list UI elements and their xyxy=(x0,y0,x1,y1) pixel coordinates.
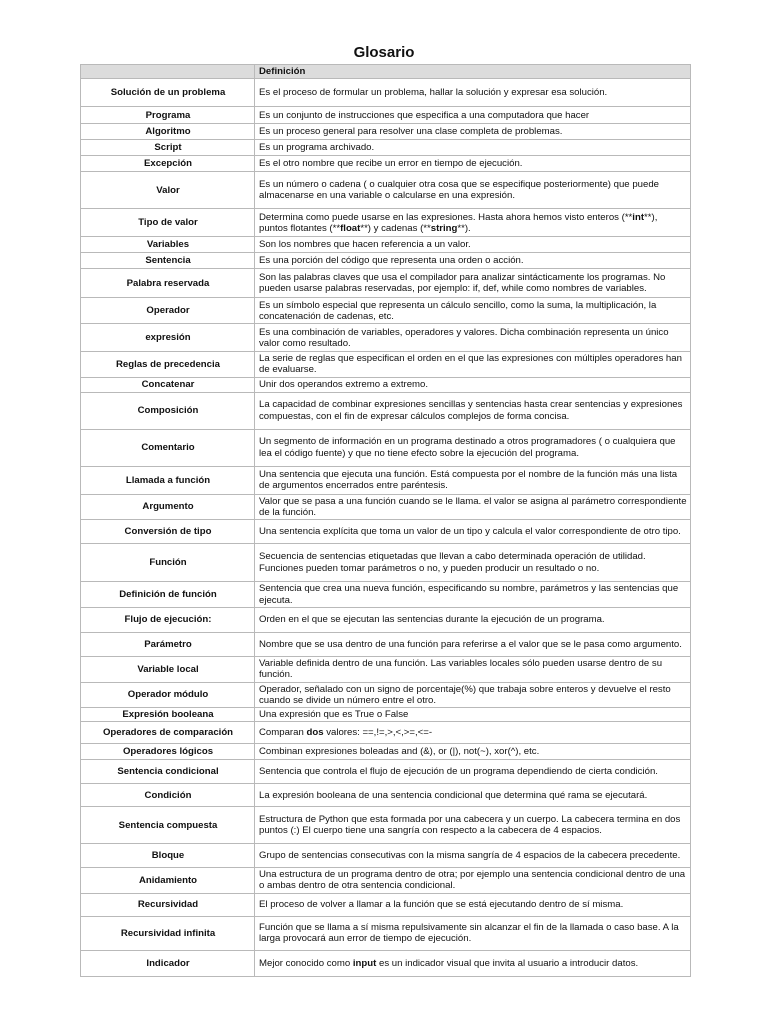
term-cell: Definición de función xyxy=(81,582,255,608)
header-term-cell xyxy=(81,65,255,79)
table-row xyxy=(81,429,691,466)
definition-cell xyxy=(255,466,691,494)
definition-cell xyxy=(255,172,691,209)
definition-cell xyxy=(255,544,691,582)
definition-cell xyxy=(255,608,691,633)
definition-cell xyxy=(255,107,691,124)
definition-cell xyxy=(255,324,691,352)
table-row xyxy=(81,79,691,107)
term-cell: Expresión booleana xyxy=(81,707,255,721)
table-row xyxy=(81,544,691,582)
header-definition-cell: Definición xyxy=(255,65,691,79)
table-row xyxy=(81,807,691,844)
term-cell: Recursividad infinita xyxy=(81,916,255,950)
definition-cell xyxy=(255,784,691,807)
definition-text: **), puntos flotantes (** xyxy=(259,211,658,234)
term-cell: Sentencia condicional xyxy=(81,760,255,784)
table-row xyxy=(81,107,691,124)
term-cell: Concatenar xyxy=(81,377,255,392)
table-row xyxy=(81,466,691,494)
table-row xyxy=(81,657,691,682)
glossary-table xyxy=(80,64,691,977)
definition-cell xyxy=(255,657,691,682)
term-cell: Excepción xyxy=(81,156,255,172)
definition-text: Variable definida dentro de una función. Las variables locales sólo pueden usarse dentro de su función. xyxy=(259,658,663,681)
table-row xyxy=(81,377,691,392)
table-row xyxy=(81,893,691,916)
definition-text: Orden en el que se ejecutan las sentencias durante la ejecución de un programa. xyxy=(259,614,605,626)
term-cell: Argumento xyxy=(81,494,255,519)
table-row xyxy=(81,140,691,156)
term-cell: Operador xyxy=(81,298,255,324)
definition-text: Es el otro nombre que recibe un error en tiempo de ejecución. xyxy=(259,158,523,170)
definition-text: Grupo de sentencias consecutivas con la misma sangría de 4 espacios de la cabecera precedente. xyxy=(259,850,681,862)
definition-cell xyxy=(255,633,691,657)
term-cell: Composición xyxy=(81,392,255,429)
term-cell: Bloque xyxy=(81,844,255,868)
definition-text: Estructura de Python que esta formada por una cabecera y un cuerpo. La cabecera termina en dos puntos (:) El cuerpo tiene una sangría con respecto a la cabecera de 4 espacios. xyxy=(259,813,681,837)
definition-text: Secuencia de sentencias etiquetadas que llevan a cabo determinada operación de utilidad. Funciones pueden tomar parámetros o no, y pueden producir un resultado o no. xyxy=(259,551,646,574)
definition-cell xyxy=(255,237,691,253)
definition-cell xyxy=(255,707,691,721)
term-cell: Parámetro xyxy=(81,633,255,657)
table-row xyxy=(81,494,691,519)
definition-text: Es un programa archivado. xyxy=(259,142,375,154)
term-cell: Función xyxy=(81,544,255,582)
definition-text: Sentencia que controla el flujo de ejecución de un programa dependiendo de cierta condición. xyxy=(259,766,658,778)
term-cell: Operador módulo xyxy=(81,682,255,707)
term-cell: Sentencia xyxy=(81,253,255,269)
definition-bold-text: input xyxy=(352,957,377,969)
term-cell: Reglas de precedencia xyxy=(81,352,255,377)
term-cell: Solución de un problema xyxy=(81,79,255,107)
term-cell: Tipo de valor xyxy=(81,209,255,237)
definition-cell xyxy=(255,520,691,544)
definition-text: Es una porción del código que representa una orden o acción. xyxy=(259,255,524,267)
definition-text: Es una combinación de variables, operadores y valores. Dicha combinación representa un único valor como resultado. xyxy=(259,326,669,349)
table-row xyxy=(81,633,691,657)
term-cell: Recursividad xyxy=(81,893,255,916)
definition-cell xyxy=(255,844,691,868)
definition-text: La expresión booleana de una sentencia condicional que determina qué rama se ejecutará. xyxy=(259,789,648,801)
definition-text: Son las palabras claves que usa el compilador para analizar sintácticamente los programas. No pueden usarse palabras reservadas, por ejemplo: if, def, while como nombres de variables. xyxy=(259,272,666,295)
page-title: Glosario xyxy=(353,44,415,61)
term-cell: Llamada a función xyxy=(81,466,255,494)
term-cell: Indicador xyxy=(81,950,255,976)
table-row xyxy=(81,156,691,172)
definition-text: Comparan xyxy=(259,727,307,739)
term-cell: Comentario xyxy=(81,429,255,466)
definition-text: La serie de reglas que especifican el orden en el que las expresiones con múltiples operadores han de evaluarse. xyxy=(259,353,682,376)
definition-bold-text: string xyxy=(430,222,458,234)
term-cell: Operadores lógicos xyxy=(81,744,255,760)
definition-bold-text: dos xyxy=(306,727,324,739)
term-cell: Script xyxy=(81,140,255,156)
definition-text: Una sentencia explícita que toma un valor de un tipo y calcula el valor correspondiente de otro tipo. xyxy=(259,525,681,537)
table-row xyxy=(81,209,691,237)
term-cell: Programa xyxy=(81,107,255,124)
table-row xyxy=(81,722,691,744)
table-row xyxy=(81,744,691,760)
definition-cell xyxy=(255,494,691,519)
definition-cell xyxy=(255,352,691,377)
glossary-body xyxy=(81,65,691,977)
term-cell: Variable local xyxy=(81,657,255,682)
definition-text: valores: ==,!=,>,<,>=,<=- xyxy=(323,727,433,739)
definition-text: Función que se llama a sí misma repulsivamente sin alcanzar el fin de la llamada o caso base. A la larga provocará aun error de tiempo de ejecución. xyxy=(259,921,679,945)
definition-text: Una expresión que es True o False xyxy=(259,708,409,720)
table-row xyxy=(81,608,691,633)
definition-cell xyxy=(255,868,691,893)
definition-text: Son los nombres que hacen referencia a un valor. xyxy=(259,239,471,251)
table-row xyxy=(81,582,691,608)
definition-cell xyxy=(255,582,691,608)
term-cell: expresión xyxy=(81,324,255,352)
definition-cell xyxy=(255,950,691,976)
definition-cell xyxy=(255,682,691,707)
definition-text: Unir dos operandos extremo a extremo. xyxy=(259,379,429,391)
definition-text: Combinan expresiones boleadas and (&), or (|), not(~), xor(^), etc. xyxy=(259,746,540,758)
definition-cell xyxy=(255,392,691,429)
definition-bold-text: int xyxy=(632,211,645,223)
table-row xyxy=(81,237,691,253)
table-header-row xyxy=(81,65,691,79)
definition-cell xyxy=(255,760,691,784)
definition-text: La capacidad de combinar expresiones sencillas y sentencias hasta crear sentencias y expresiones compuestas, con el fin de expresar cálculos complejos de forma concisa. xyxy=(259,399,683,422)
term-cell: Palabra reservada xyxy=(81,269,255,298)
definition-text: Es un conjunto de instrucciones que especifica a una computadora que hacer xyxy=(259,109,590,121)
table-row xyxy=(81,784,691,807)
definition-cell xyxy=(255,79,691,107)
definition-text: Una estructura de un programa dentro de otra; por ejemplo una sentencia condicional dentro de una o ambas dentro de otra sentencia condicional. xyxy=(259,869,686,892)
definition-text: El proceso de volver a llamar a la función que se está ejecutando dentro de sí misma. xyxy=(259,899,624,911)
table-row xyxy=(81,269,691,298)
definition-cell xyxy=(255,140,691,156)
definition-text: **). xyxy=(457,222,471,234)
term-cell: Valor xyxy=(81,172,255,209)
term-cell: Flujo de ejecución: xyxy=(81,608,255,633)
table-row xyxy=(81,707,691,721)
definition-cell xyxy=(255,377,691,392)
definition-text: Nombre que se usa dentro de una función para referirse a el valor que se le pasa como argumento. xyxy=(259,638,682,650)
definition-cell xyxy=(255,124,691,140)
definition-text: Es el proceso de formular un problema, hallar la solución y expresar esa solución. xyxy=(259,87,608,99)
term-cell: Sentencia compuesta xyxy=(81,807,255,844)
definition-text: Operador, señalado con un signo de porcentaje(%) que trabaja sobre enteros y devuelve el resto cuando se divide un número entre el otro. xyxy=(259,683,671,706)
table-row xyxy=(81,682,691,707)
table-row xyxy=(81,916,691,950)
term-cell: Anidamiento xyxy=(81,868,255,893)
definition-cell xyxy=(255,156,691,172)
term-cell: Variables xyxy=(81,237,255,253)
definition-cell xyxy=(255,209,691,237)
table-row xyxy=(81,324,691,352)
definition-text: Mejor conocido como xyxy=(259,957,353,969)
table-row xyxy=(81,352,691,377)
definition-cell xyxy=(255,269,691,298)
table-row xyxy=(81,253,691,269)
definition-text: Un segmento de información en un programa destinado a otros programadores ( o cualquiera que lea el código fuente) y que no tiene efecto sobre la ejecución del programa. xyxy=(259,436,676,459)
term-cell: Conversión de tipo xyxy=(81,520,255,544)
definition-text: Una sentencia que ejecuta una función. Está compuesta por el nombre de la función más una lista de argumentos encerrados entre paréntesis. xyxy=(259,468,678,492)
table-row xyxy=(81,392,691,429)
definition-cell xyxy=(255,253,691,269)
definition-text: Valor que se pasa a una función cuando se le llama. el valor se asigna al parámetro correspondiente de la función. xyxy=(259,495,687,518)
definition-cell xyxy=(255,916,691,950)
definition-text: Es un símbolo especial que representa un cálculo sencillo, como la suma, la multiplicación, la concatenación de cadenas, etc. xyxy=(259,299,657,322)
definition-text: Sentencia que crea una nueva función, especificando su nombre, parámetros y las sentencias que ejecuta. xyxy=(259,583,679,606)
definition-bold-text: float xyxy=(340,222,361,234)
definition-cell xyxy=(255,722,691,744)
definition-cell xyxy=(255,744,691,760)
term-cell: Algoritmo xyxy=(81,124,255,140)
table-row xyxy=(81,868,691,893)
definition-text: Es un proceso general para resolver una clase completa de problemas. xyxy=(259,126,563,138)
table-row xyxy=(81,124,691,140)
definition-cell xyxy=(255,807,691,844)
table-row xyxy=(81,298,691,324)
definition-cell xyxy=(255,893,691,916)
term-cell: Operadores de comparación xyxy=(81,722,255,744)
definition-cell xyxy=(255,429,691,466)
definition-text: **) y cadenas (** xyxy=(360,222,431,234)
table-row xyxy=(81,172,691,209)
table-row xyxy=(81,760,691,784)
definition-text: Determina como puede usarse en las expresiones. Hasta ahora hemos visto enteros (** xyxy=(259,211,633,223)
definition-text: es un indicador visual que invita al usuario a introducir datos. xyxy=(376,957,639,969)
definition-text: Es un número o cadena ( o cualquier otra cosa que se especifique posteriormente) que puede almacenarse en una variable o calcularse en una expresión. xyxy=(259,179,659,202)
table-row xyxy=(81,950,691,976)
definition-cell xyxy=(255,298,691,324)
table-row xyxy=(81,844,691,868)
table-row xyxy=(81,520,691,544)
term-cell: Condición xyxy=(81,784,255,807)
